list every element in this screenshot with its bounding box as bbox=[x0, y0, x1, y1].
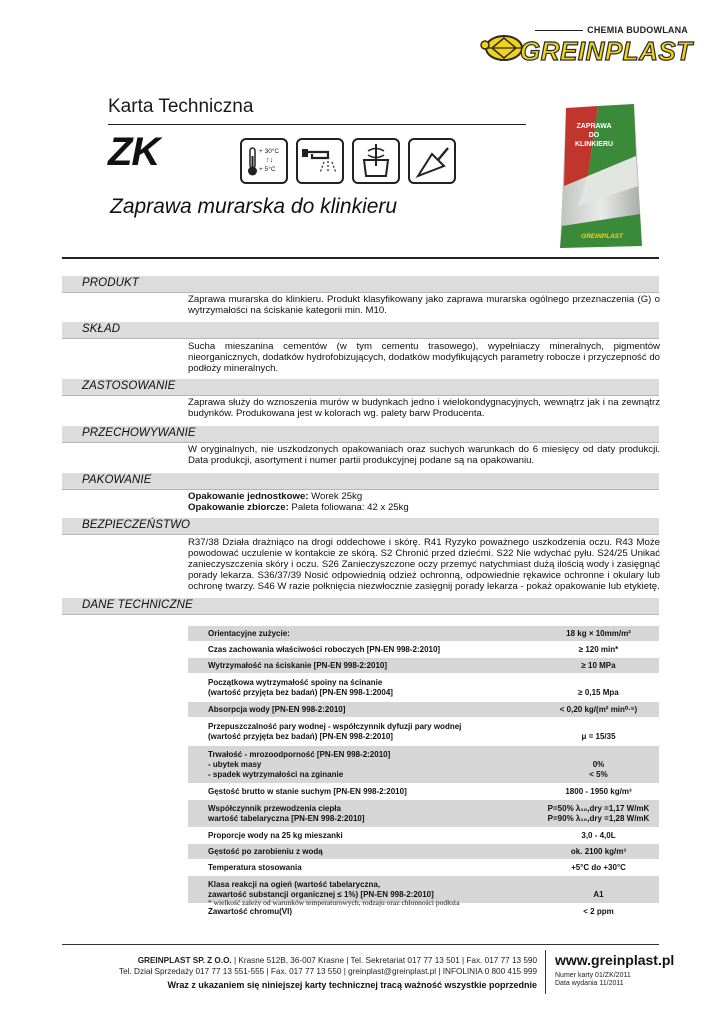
parameter-label-line: wartość tabelaryczna [PN-EN 998-2:2010] bbox=[208, 813, 365, 823]
parameter-value-line: 18 kg × 10mm/m² bbox=[566, 628, 631, 638]
parameter-value-line: μ = 15/35 bbox=[581, 731, 616, 741]
parameter-value-line: < 5% bbox=[589, 769, 608, 779]
svg-text:↑↓: ↑↓ bbox=[266, 157, 273, 164]
parameter-value bbox=[508, 645, 659, 655]
parameter-value-line: < 0,20 kg/(m² min⁰·⁵) bbox=[559, 704, 638, 714]
parameter-label-line: Wytrzymałość na ściskanie [PN-EN 998-2:2010] bbox=[208, 660, 388, 670]
footer-address: | Krasne 512B, 36-007 Krasne | Tel. Sekretariat 017 77 13 501 | Fax. 017 77 13 590 bbox=[231, 956, 537, 965]
parameter-label bbox=[188, 880, 508, 900]
table-row bbox=[188, 626, 659, 642]
section-header-sklad bbox=[62, 322, 659, 338]
parameter-value-line: A1 bbox=[593, 889, 604, 899]
parameter-value-line: ok. 2100 kg/m³ bbox=[570, 846, 627, 856]
temperature-icon bbox=[240, 138, 288, 184]
parameter-label-line: Trwałość - mrozoodporność [PN-EN 998-2:2010] bbox=[208, 749, 391, 759]
parameter-label-line: zawartość substancji organicznej ≤ 1%) [PN-EN 998-2:2010] bbox=[208, 889, 434, 899]
svg-text:DO: DO bbox=[588, 132, 600, 139]
parameter-value-line: 3,0 - 4,0L bbox=[581, 830, 616, 840]
section-text-produkt: Zaprawa murarska do klinkieru. Produkt klasyfikowany jako zaprawa murarska ogólnego przeznaczenia (G) o wytrzymałości na ściskanie kategorii min. M10. bbox=[188, 294, 660, 316]
footer-contact-line: Tel. Dział Sprzedaży 017 77 13 551-555 | Fax. 017 77 13 550 | greinplast@greinplast.pl | INFOLINIA 0 800 415 999 bbox=[119, 967, 537, 976]
parameter-value-line: 0% bbox=[592, 759, 605, 769]
parameter-label-line: - spadek wytrzymałości na zginanie bbox=[208, 769, 344, 779]
parameter-value bbox=[508, 847, 659, 857]
parameter-label bbox=[188, 863, 508, 873]
footer-divider bbox=[62, 944, 659, 945]
title-divider bbox=[108, 124, 526, 125]
turtle-logo-icon bbox=[480, 32, 524, 62]
section-divider bbox=[62, 292, 659, 293]
parameter-label bbox=[188, 787, 508, 797]
table-row bbox=[188, 658, 659, 674]
logo-tagline: CHEMIA BUDOWLANA bbox=[587, 25, 688, 35]
section-label: PRODUKT bbox=[82, 277, 139, 289]
parameter-label-line: Gęstość brutto w stanie suchym [PN-EN 998-2:2010] bbox=[208, 786, 407, 796]
technical-data-table bbox=[188, 626, 659, 920]
footer-validity-note: Wraz z ukazaniem się niniejszej karty technicznej tracą ważność wszystkie poprzednie bbox=[167, 980, 537, 990]
section-label: BEZPIECZEŃSTWO bbox=[82, 519, 191, 531]
parameter-label-line: Absorpcja wody [PN-EN 998-2:2010] bbox=[208, 704, 346, 714]
parameter-label bbox=[188, 645, 508, 655]
packing-bulk-key: Opakowanie zbiorcze: bbox=[188, 502, 289, 513]
parameter-label bbox=[188, 629, 508, 639]
parameter-value-line bbox=[538, 880, 659, 890]
document-info bbox=[555, 972, 631, 988]
parameter-value bbox=[508, 863, 659, 873]
table-row bbox=[188, 828, 659, 844]
parameter-value bbox=[508, 880, 659, 900]
header-divider bbox=[62, 257, 659, 259]
product-code: ZK bbox=[108, 130, 160, 174]
parameter-value bbox=[508, 661, 659, 671]
parameter-label-line: Temperatura stosowania bbox=[208, 862, 302, 872]
packing-unit-value: Worek 25kg bbox=[308, 491, 363, 502]
water-faucet-icon bbox=[296, 138, 344, 184]
parameter-value bbox=[508, 804, 659, 824]
svg-text:ZAPRAWA: ZAPRAWA bbox=[576, 123, 612, 130]
parameter-value-line: ≥ 10 MPa bbox=[581, 660, 616, 670]
section-header-bezpieczenstwo bbox=[62, 518, 659, 534]
parameter-value bbox=[508, 907, 659, 917]
table-row bbox=[188, 718, 659, 746]
company-logo bbox=[478, 24, 698, 68]
section-header-przechowywanie bbox=[62, 426, 659, 442]
footer-address-line bbox=[40, 956, 537, 965]
trowel-icon bbox=[408, 138, 456, 184]
section-header-produkt bbox=[62, 276, 659, 292]
parameter-label bbox=[188, 847, 508, 857]
section-divider bbox=[62, 614, 659, 615]
parameter-value-line: +5°C do +30°C bbox=[571, 862, 626, 872]
parameter-value bbox=[508, 722, 659, 742]
section-divider bbox=[62, 534, 659, 535]
parameter-value-line bbox=[538, 750, 659, 760]
parameter-value-line bbox=[538, 678, 659, 688]
parameter-label bbox=[188, 661, 508, 671]
section-label: PRZECHOWYWANIE bbox=[82, 427, 196, 439]
parameter-label bbox=[188, 722, 508, 742]
parameter-value bbox=[508, 787, 659, 797]
parameter-label bbox=[188, 831, 508, 841]
parameter-label bbox=[188, 907, 508, 917]
table-row bbox=[188, 860, 659, 876]
parameter-label bbox=[188, 678, 508, 698]
parameter-value-line: < 2 ppm bbox=[583, 906, 614, 916]
product-package-image bbox=[548, 96, 656, 254]
parameter-label-line: Początkowa wytrzymałość spoiny na ścinanie bbox=[208, 677, 383, 687]
parameter-label bbox=[188, 750, 508, 780]
section-header-pakowanie bbox=[62, 473, 659, 489]
parameter-label-line: Klasa reakcji na ogień (wartość tabelaryczna, bbox=[208, 879, 381, 889]
footer-company: GREINPLAST SP. Z O.O. bbox=[137, 956, 232, 965]
table-footnote: * wielkość zależy od warunków temperaturowych, rodzaju oraz chłonności podłoża bbox=[208, 898, 460, 907]
section-label: ZASTOSOWANIE bbox=[82, 380, 176, 392]
section-text-pakowanie bbox=[188, 491, 660, 513]
section-label: PAKOWANIE bbox=[82, 474, 152, 486]
packing-bulk-value: Paleta foliowana: 42 x 25kg bbox=[288, 502, 409, 513]
parameter-label-line: Czas zachowania właściwości roboczych [PN-EN 998-2:2010] bbox=[208, 644, 441, 654]
parameter-label bbox=[188, 804, 508, 824]
parameter-value-line: ≥ 0,15 Mpa bbox=[578, 687, 619, 697]
mixing-bucket-icon bbox=[352, 138, 400, 184]
section-text-sklad: Sucha mieszanina cementów (w tym cementu trasowego), wypełniaczy mineralnych, pigmentów nieorganicznych, dodatków hydrofobizujących, dodatków modyfikujących parametry robocze i przyczepność do podłoży mineralnych. bbox=[188, 341, 660, 374]
table-row bbox=[188, 844, 659, 860]
website-link[interactable]: www.greinplast.pl bbox=[555, 952, 675, 968]
parameter-label bbox=[188, 705, 508, 715]
issue-date: Data wydania 11/2011 bbox=[555, 980, 624, 987]
parameter-value bbox=[508, 750, 659, 780]
section-header-dane-techniczne bbox=[62, 598, 659, 614]
product-subtitle: Zaprawa murarska do klinkieru bbox=[110, 195, 398, 218]
section-label: DANE TECHNICZNE bbox=[82, 599, 193, 611]
section-label: SKŁAD bbox=[82, 323, 121, 335]
parameter-label-line: (wartość przyjęta bez badań) [PN-EN 998-1:2004] bbox=[208, 687, 393, 697]
parameter-value-line: P=90% λ₁₀,dry =1,28 W/mK bbox=[547, 813, 650, 823]
section-text-zastosowanie: Zaprawa służy do wznoszenia murów w budynkach jedno i wielokondygnacyjnych, wewnątrz jak i na zewnątrz budynków. Produkowana jest w kolorach wg. palety barw Producenta. bbox=[188, 397, 660, 419]
section-text-bezpieczenstwo: R37/38 Działa drażniąco na drogi oddechowe i skórę. R41 Ryzyko poważnego uszkodzenia oczu. R43 Może powodować uczulenie w kontakcie ze skórą. S2 Chronić przed dziećmi. S22 Nie wdychać pyłu. S24/25 Unikać zanieczyszczenia skóry i oczu. S26 Zanieczyszczone oczy przemyć natychmiast dużą ilością wody i zasięgnąć porady lekarza. S36/37/39 Nosić odpowiednią odzież ochronną, odpowiednie rękawice ochronne i okulary lub ochronę twarzy. S46 W razie połknięcia niezwłocznie zasięgnij porady lekarza - pokaż opakowanie lub etykietę. bbox=[188, 537, 660, 592]
table-row bbox=[188, 702, 659, 718]
parameter-value-line bbox=[538, 722, 659, 732]
svg-text:GREINPLAST: GREINPLAST bbox=[581, 233, 623, 240]
section-header-zastosowanie bbox=[62, 379, 659, 395]
document-title: Karta Techniczna bbox=[108, 96, 254, 117]
parameter-label-line: Orientacyjne zużycie: bbox=[208, 628, 290, 638]
section-divider bbox=[62, 489, 659, 490]
parameter-label-line: Współczynnik przewodzenia ciepła bbox=[208, 803, 341, 813]
parameter-value bbox=[508, 678, 659, 698]
table-row bbox=[188, 642, 659, 658]
parameter-label-line: Proporcje wody na 25 kg mieszanki bbox=[208, 830, 343, 840]
parameter-value bbox=[508, 831, 659, 841]
parameter-value-line: ≥ 120 min* bbox=[578, 644, 619, 654]
table-row bbox=[188, 784, 659, 800]
document-number: Numer karty 01/ZK/2011 bbox=[555, 972, 631, 979]
table-row bbox=[188, 800, 659, 828]
table-row bbox=[188, 746, 659, 784]
section-divider bbox=[62, 395, 659, 396]
temp-max-label: + 30°C bbox=[259, 148, 280, 155]
parameter-value bbox=[508, 629, 659, 639]
section-divider bbox=[62, 338, 659, 339]
table-row bbox=[188, 674, 659, 702]
parameter-label-line: Zawartość chromu(VI) bbox=[208, 906, 293, 916]
section-divider bbox=[62, 442, 659, 443]
parameter-label-line: (wartość przyjęta bez badań) [PN-EN 998-2:2010] bbox=[208, 731, 393, 741]
parameter-value bbox=[508, 705, 659, 715]
parameter-label-line: Gęstość po zarobieniu z wodą bbox=[208, 846, 323, 856]
parameter-value-line: P=50% λ₁₀,dry =1,17 W/mK bbox=[547, 803, 650, 813]
parameter-value-line: 1800 - 1950 kg/m³ bbox=[565, 786, 632, 796]
svg-text:KLINKIERU: KLINKIERU bbox=[574, 141, 614, 148]
packing-unit-key: Opakowanie jednostkowe: bbox=[188, 491, 309, 502]
parameter-label-line: Przepuszczalność pary wodnej - współczynnik dyfuzji pary wodnej bbox=[208, 721, 462, 731]
logo-brand: GREINPLAST bbox=[520, 36, 693, 66]
footer-separator bbox=[545, 950, 546, 994]
parameter-label-line: - ubytek masy bbox=[208, 759, 262, 769]
section-text-przechowywanie: W oryginalnych, nie uszkodzonych opakowaniach oraz suchych warunkach do 6 miesięcy od daty produkcji. Data produkcji, asortyment i numer partii produkcyjnej podane są na opakowaniu. bbox=[188, 444, 660, 466]
temp-min-label: + 5°C bbox=[259, 166, 276, 173]
